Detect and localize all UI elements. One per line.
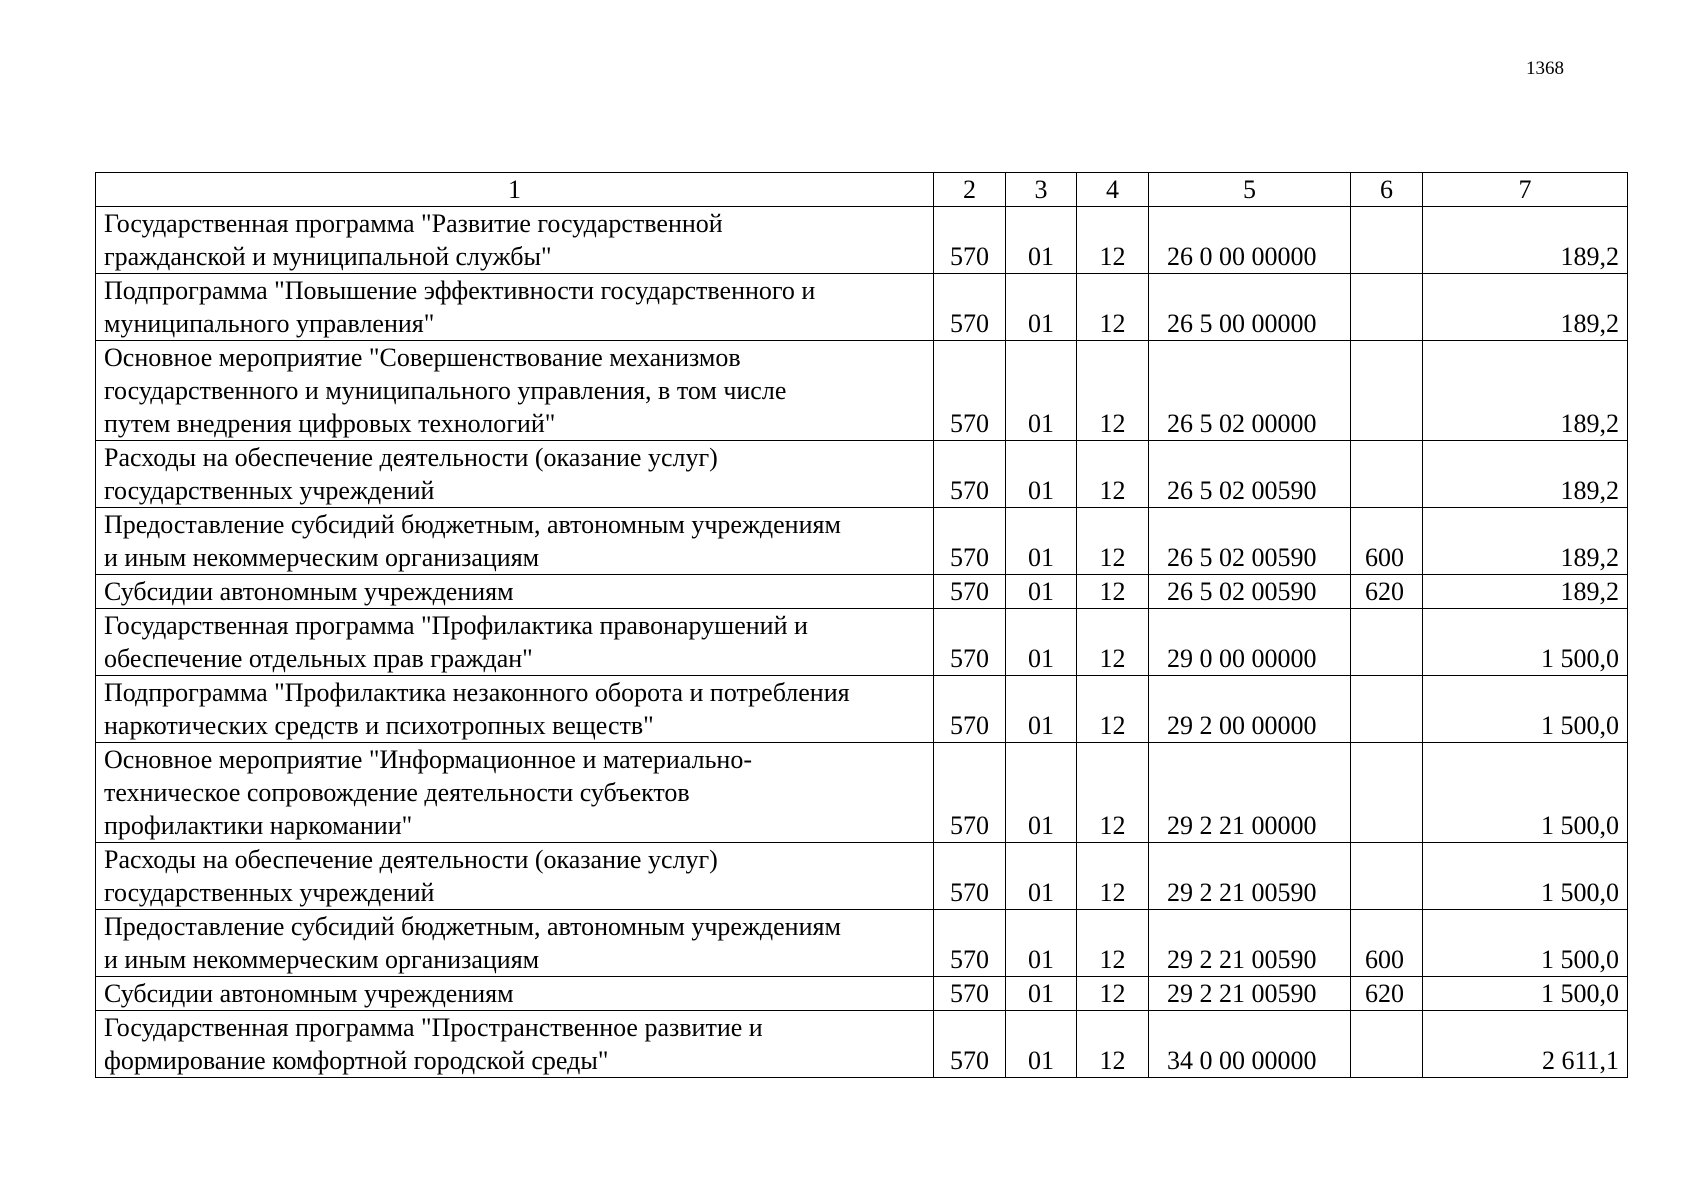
cell-col-4: 12 <box>1077 1011 1149 1078</box>
cell-description: Государственная программа "Развитие государственной гражданской и муниципальной службы" <box>96 207 934 274</box>
cell-col-2: 570 <box>934 575 1006 609</box>
cell-col-2: 570 <box>934 1011 1006 1078</box>
table-row <box>96 609 1628 676</box>
header-cell-7: 7 <box>1423 173 1628 207</box>
cell-col-4: 12 <box>1077 341 1149 441</box>
cell-col-2: 570 <box>934 910 1006 977</box>
cell-col-5: 26 5 00 00000 <box>1149 274 1351 341</box>
table-row <box>96 1011 1628 1078</box>
cell-col-4: 12 <box>1077 743 1149 843</box>
cell-col-6 <box>1351 274 1423 341</box>
cell-col-6 <box>1351 743 1423 843</box>
table-row <box>96 843 1628 910</box>
cell-col-3: 01 <box>1006 508 1077 575</box>
cell-col-7: 189,2 <box>1423 207 1628 274</box>
cell-col-6 <box>1351 1011 1423 1078</box>
cell-col-6: 600 <box>1351 508 1423 575</box>
page-number: 1368 <box>1526 58 1564 79</box>
cell-col-5: 29 2 21 00590 <box>1149 843 1351 910</box>
cell-col-3: 01 <box>1006 575 1077 609</box>
cell-col-3: 01 <box>1006 910 1077 977</box>
header-cell-2: 2 <box>934 173 1006 207</box>
cell-col-4: 12 <box>1077 609 1149 676</box>
table-row <box>96 676 1628 743</box>
header-cell-1: 1 <box>96 173 934 207</box>
table-row <box>96 341 1628 441</box>
cell-col-2: 570 <box>934 207 1006 274</box>
cell-col-5: 34 0 00 00000 <box>1149 1011 1351 1078</box>
cell-description: Государственная программа "Пространственное развитие и формирование комфортной городской среды" <box>96 1011 934 1078</box>
table-row <box>96 207 1628 274</box>
cell-col-7: 189,2 <box>1423 508 1628 575</box>
cell-col-7: 2 611,1 <box>1423 1011 1628 1078</box>
table-body <box>96 207 1628 1078</box>
cell-description: Субсидии автономным учреждениям <box>96 977 934 1011</box>
table-row <box>96 274 1628 341</box>
cell-col-4: 12 <box>1077 441 1149 508</box>
cell-col-6 <box>1351 341 1423 441</box>
cell-col-3: 01 <box>1006 341 1077 441</box>
cell-col-6 <box>1351 676 1423 743</box>
table-row <box>96 441 1628 508</box>
cell-col-5: 26 0 00 00000 <box>1149 207 1351 274</box>
cell-description: Предоставление субсидий бюджетным, автономным учреждениям и иным некоммерческим организациям <box>96 508 934 575</box>
cell-col-2: 570 <box>934 843 1006 910</box>
cell-col-3: 01 <box>1006 441 1077 508</box>
cell-col-4: 12 <box>1077 676 1149 743</box>
table-row <box>96 910 1628 977</box>
cell-col-3: 01 <box>1006 676 1077 743</box>
cell-col-3: 01 <box>1006 977 1077 1011</box>
header-cell-4: 4 <box>1077 173 1149 207</box>
cell-col-5: 26 5 02 00000 <box>1149 341 1351 441</box>
cell-col-7: 189,2 <box>1423 441 1628 508</box>
cell-col-5: 29 2 00 00000 <box>1149 676 1351 743</box>
cell-col-3: 01 <box>1006 1011 1077 1078</box>
cell-description: Предоставление субсидий бюджетным, автономным учреждениям и иным некоммерческим организациям <box>96 910 934 977</box>
cell-col-4: 12 <box>1077 508 1149 575</box>
budget-table <box>95 172 1628 1078</box>
cell-col-6: 600 <box>1351 910 1423 977</box>
cell-col-6 <box>1351 441 1423 508</box>
cell-col-3: 01 <box>1006 274 1077 341</box>
cell-col-2: 570 <box>934 743 1006 843</box>
cell-col-7: 189,2 <box>1423 575 1628 609</box>
cell-col-5: 26 5 02 00590 <box>1149 575 1351 609</box>
cell-col-2: 570 <box>934 274 1006 341</box>
cell-col-2: 570 <box>934 441 1006 508</box>
cell-col-7: 1 500,0 <box>1423 609 1628 676</box>
cell-col-4: 12 <box>1077 274 1149 341</box>
cell-col-2: 570 <box>934 676 1006 743</box>
cell-col-5: 26 5 02 00590 <box>1149 441 1351 508</box>
cell-col-4: 12 <box>1077 207 1149 274</box>
cell-col-5: 29 2 21 00590 <box>1149 910 1351 977</box>
cell-col-2: 570 <box>934 341 1006 441</box>
cell-description: Субсидии автономным учреждениям <box>96 575 934 609</box>
table-row <box>96 743 1628 843</box>
cell-col-7: 189,2 <box>1423 274 1628 341</box>
cell-col-5: 26 5 02 00590 <box>1149 508 1351 575</box>
cell-col-3: 01 <box>1006 743 1077 843</box>
cell-description: Основное мероприятие "Совершенствование механизмов государственного и муниципального управления, в том числе путем внедрения цифровых технологий" <box>96 341 934 441</box>
cell-description: Государственная программа "Профилактика правонарушений и обеспечение отдельных прав граждан" <box>96 609 934 676</box>
header-row <box>96 173 1628 207</box>
cell-col-3: 01 <box>1006 207 1077 274</box>
cell-col-4: 12 <box>1077 575 1149 609</box>
header-cell-6: 6 <box>1351 173 1423 207</box>
cell-col-5: 29 2 21 00000 <box>1149 743 1351 843</box>
cell-description: Основное мероприятие "Информационное и материально- техническое сопровождение деятельности субъектов профилактики наркомании" <box>96 743 934 843</box>
cell-col-6 <box>1351 609 1423 676</box>
cell-col-2: 570 <box>934 609 1006 676</box>
cell-col-5: 29 2 21 00590 <box>1149 977 1351 1011</box>
cell-col-3: 01 <box>1006 609 1077 676</box>
cell-col-6 <box>1351 207 1423 274</box>
header-cell-3: 3 <box>1006 173 1077 207</box>
cell-col-7: 189,2 <box>1423 341 1628 441</box>
cell-description: Подпрограмма "Повышение эффективности государственного и муниципального управления" <box>96 274 934 341</box>
cell-col-5: 29 0 00 00000 <box>1149 609 1351 676</box>
cell-col-6: 620 <box>1351 575 1423 609</box>
cell-col-7: 1 500,0 <box>1423 676 1628 743</box>
table-row <box>96 575 1628 609</box>
cell-col-2: 570 <box>934 508 1006 575</box>
cell-description: Расходы на обеспечение деятельности (оказание услуг) государственных учреждений <box>96 441 934 508</box>
cell-col-7: 1 500,0 <box>1423 843 1628 910</box>
header-cell-5: 5 <box>1149 173 1351 207</box>
cell-description: Подпрограмма "Профилактика незаконного оборота и потребления наркотических средств и психотропных веществ" <box>96 676 934 743</box>
table-row <box>96 508 1628 575</box>
cell-description: Расходы на обеспечение деятельности (оказание услуг) государственных учреждений <box>96 843 934 910</box>
cell-col-3: 01 <box>1006 843 1077 910</box>
cell-col-4: 12 <box>1077 843 1149 910</box>
cell-col-7: 1 500,0 <box>1423 743 1628 843</box>
cell-col-7: 1 500,0 <box>1423 910 1628 977</box>
table-row <box>96 977 1628 1011</box>
cell-col-7: 1 500,0 <box>1423 977 1628 1011</box>
cell-col-4: 12 <box>1077 977 1149 1011</box>
cell-col-2: 570 <box>934 977 1006 1011</box>
cell-col-6 <box>1351 843 1423 910</box>
cell-col-6: 620 <box>1351 977 1423 1011</box>
cell-col-4: 12 <box>1077 910 1149 977</box>
